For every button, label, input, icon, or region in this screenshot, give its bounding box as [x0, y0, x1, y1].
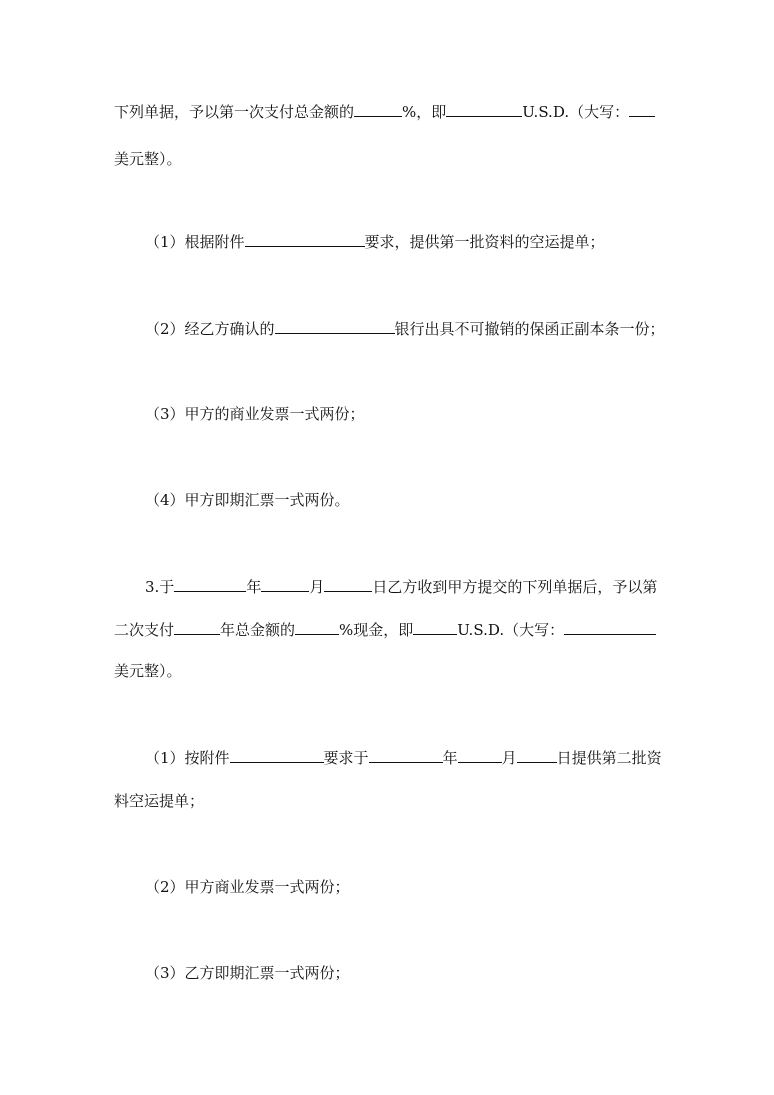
- blank-field: [458, 747, 502, 763]
- text: 3.于: [145, 578, 175, 596]
- paragraph-first-payment-line-2: [114, 149, 182, 169]
- blank-field: [564, 619, 656, 635]
- second-item-1-line-1: [145, 747, 662, 768]
- text: 要求，提供第一批资料的空运提单；: [364, 233, 605, 251]
- text: （3）甲方的商业发票一式两份；: [145, 405, 365, 423]
- text: （4）甲方即期汇票一式两份。: [145, 491, 350, 509]
- text: 银行出具不可撤销的保函正副本条一份；: [394, 320, 665, 338]
- blank-field: [174, 576, 246, 592]
- text: 月: [501, 749, 517, 767]
- text: U.S.D.（大写：: [522, 103, 630, 121]
- paragraph-second-payment-line-2: [114, 619, 656, 640]
- blank-field: [295, 619, 339, 635]
- text: 二次支付: [114, 621, 175, 639]
- item-2: [145, 318, 665, 339]
- paragraph-second-payment-line-1: [145, 576, 657, 597]
- blank-field: [369, 747, 443, 763]
- text: （3）乙方即期汇票一式两份；: [145, 964, 350, 982]
- blank-field: [413, 619, 457, 635]
- blank-field: [245, 231, 365, 247]
- item-3: [145, 404, 365, 424]
- second-item-2: [145, 877, 350, 897]
- text: 年总金额的: [220, 621, 296, 639]
- paragraph-second-payment-line-3: [114, 661, 182, 681]
- blank-field: [275, 318, 395, 334]
- blank-field: [354, 101, 402, 117]
- text: 料空运提单；: [114, 792, 205, 810]
- text: 年: [246, 578, 262, 596]
- text: （1）按附件: [145, 749, 230, 767]
- blank-field: [324, 576, 372, 592]
- text: %，即: [402, 103, 447, 121]
- text: 月: [309, 578, 325, 596]
- blank-field: [629, 101, 655, 117]
- text: 年: [442, 749, 458, 767]
- blank-field: [261, 576, 309, 592]
- text: 美元整）。: [114, 662, 182, 680]
- item-4: [145, 490, 350, 510]
- blank-field: [517, 747, 557, 763]
- text: （1）根据附件: [145, 233, 245, 251]
- blank-field: [230, 747, 324, 763]
- text: 日提供第二批资: [556, 749, 662, 767]
- text: 下列单据，予以第一次支付总金额的: [114, 103, 355, 121]
- text: 美元整）。: [114, 150, 182, 168]
- text: U.S.D.（大写：: [457, 621, 565, 639]
- second-item-1-line-2: [114, 791, 204, 811]
- text: 日乙方收到甲方提交的下列单据后，予以第: [372, 578, 658, 596]
- text: （2）甲方商业发票一式两份；: [145, 878, 350, 896]
- item-1: [145, 231, 605, 252]
- paragraph-first-payment-line-1: [114, 101, 655, 122]
- text: （2）经乙方确认的: [145, 320, 275, 338]
- blank-field: [174, 619, 220, 635]
- text: %现金，即: [339, 621, 414, 639]
- blank-field: [446, 101, 522, 117]
- second-item-3: [145, 963, 350, 983]
- text: 要求于: [323, 749, 369, 767]
